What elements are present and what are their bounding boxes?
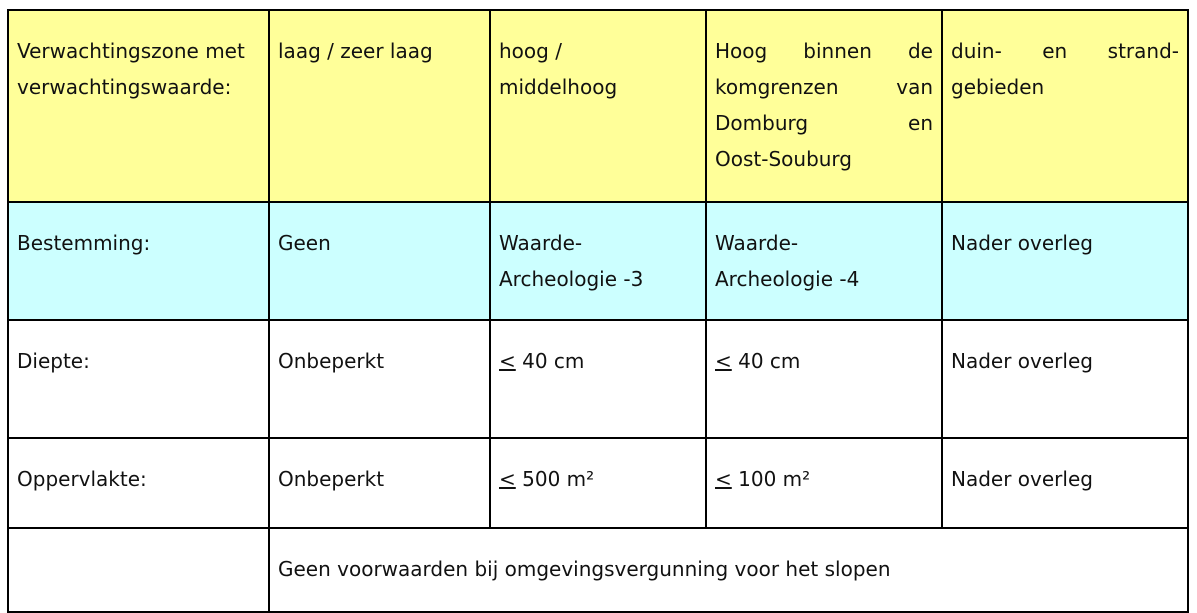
header-zone-label [8, 10, 269, 202]
header-col-komgrenzen-line-1: Hoog binnen de [715, 39, 933, 63]
header-row [8, 10, 1188, 202]
oppervlakte-laag: Onbeperkt [269, 438, 490, 528]
bestemming-hoog-text: Waarde-Archeologie -3 [499, 231, 644, 291]
diepte-komgrenzen-value: 40 cm [738, 349, 801, 373]
header-col-duin [942, 10, 1188, 202]
archaeology-requirements-table [7, 9, 1189, 613]
diepte-hoog-value: 40 cm [522, 349, 585, 373]
bestemming-duin: Nader overleg [942, 202, 1188, 320]
bestemming-laag: Geen [269, 202, 490, 320]
diepte-laag: Onbeperkt [269, 320, 490, 438]
header-col-laag-text: laag / zeer laag [278, 39, 433, 63]
less-equal-symbol: < [499, 467, 516, 491]
diepte-label: Diepte: [8, 320, 269, 438]
less-equal-symbol: < [715, 467, 732, 491]
oppervlakte-hoog-value: 500 m² [522, 467, 595, 491]
oppervlakte-row [8, 438, 1188, 528]
bestemming-hoog [490, 202, 706, 320]
oppervlakte-hoog [490, 438, 706, 528]
diepte-komgrenzen [706, 320, 942, 438]
footer-row [8, 528, 1188, 612]
header-zone-label-text: Verwachtingszone met verwachtingswaarde: [17, 39, 245, 99]
bestemming-komgrenzen-text: Waarde-Archeologie -4 [715, 231, 860, 291]
less-equal-symbol: < [499, 349, 516, 373]
diepte-duin: Nader overleg [942, 320, 1188, 438]
header-col-duin-line-2: gebieden [951, 75, 1045, 99]
footer-text: Geen voorwaarden bij omgevingsvergunning voor het slopen [269, 528, 1188, 612]
header-col-hoog-text: hoog / middelhoog [499, 39, 618, 99]
footer-label [8, 528, 269, 612]
header-col-hoog [490, 10, 706, 202]
bestemming-label: Bestemming: [8, 202, 269, 320]
header-col-komgrenzen-line-4: Oost-Souburg [715, 147, 853, 171]
header-col-laag [269, 10, 490, 202]
oppervlakte-komgrenzen-value: 100 m² [738, 467, 811, 491]
oppervlakte-komgrenzen [706, 438, 942, 528]
header-col-komgrenzen-line-3: Domburg en [715, 111, 933, 135]
less-equal-symbol: < [715, 349, 732, 373]
oppervlakte-label: Oppervlakte: [8, 438, 269, 528]
diepte-row [8, 320, 1188, 438]
diepte-hoog [490, 320, 706, 438]
header-col-duin-line-1: duin- en strand- [951, 39, 1179, 63]
header-col-komgrenzen-line-2: komgrenzen van [715, 75, 933, 99]
oppervlakte-duin: Nader overleg [942, 438, 1188, 528]
bestemming-komgrenzen [706, 202, 942, 320]
header-col-komgrenzen [706, 10, 942, 202]
bestemming-row [8, 202, 1188, 320]
